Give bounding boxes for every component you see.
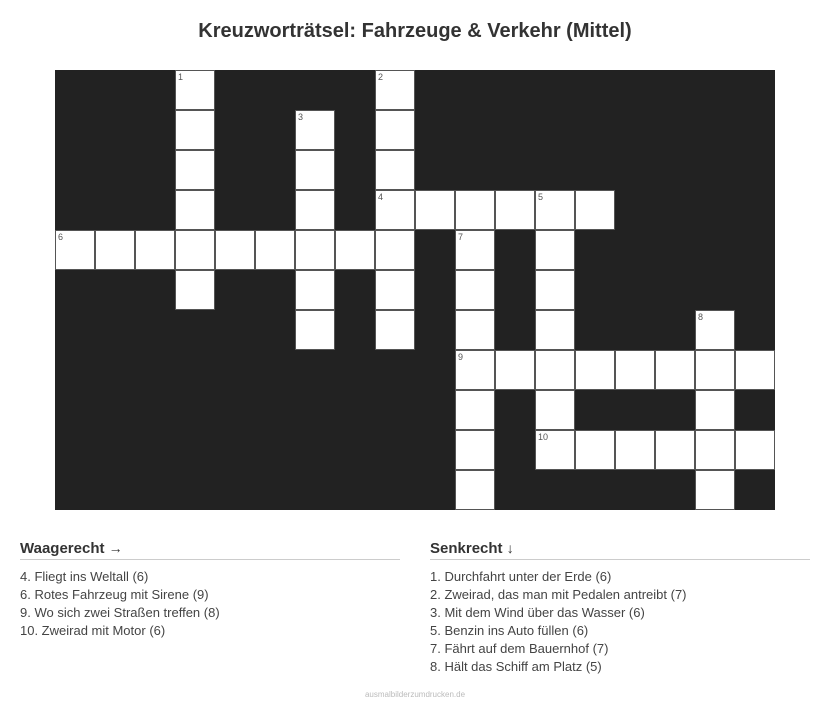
crossword-cell[interactable] xyxy=(375,150,415,190)
crossword-cell[interactable] xyxy=(575,430,615,470)
crossword-cell[interactable] xyxy=(255,230,295,270)
crossword-cell[interactable] xyxy=(695,350,735,390)
crossword-cell[interactable] xyxy=(535,430,575,470)
clue-number: 1 xyxy=(178,72,184,82)
down-clue-7: 7. Fährt auf dem Bauernhof (7) xyxy=(430,641,609,656)
down-clues xyxy=(430,540,810,676)
down-arrow-icon: ↓ xyxy=(506,540,514,556)
crossword-cell[interactable] xyxy=(295,230,335,270)
crossword-cell[interactable] xyxy=(135,230,175,270)
crossword-cell[interactable] xyxy=(175,270,215,310)
crossword-cell[interactable] xyxy=(175,190,215,230)
clue-number: 9 xyxy=(458,352,464,362)
across-clue-10: 10. Zweirad mit Motor (6) xyxy=(20,623,166,638)
crossword-cell[interactable] xyxy=(455,390,495,430)
crossword-cell[interactable] xyxy=(535,390,575,430)
crossword-cell[interactable] xyxy=(375,270,415,310)
crossword-cell[interactable] xyxy=(575,190,615,230)
crossword-cell[interactable] xyxy=(455,430,495,470)
crossword-cell[interactable] xyxy=(455,270,495,310)
crossword-cell[interactable] xyxy=(175,150,215,190)
crossword-cell[interactable] xyxy=(535,230,575,270)
clue-number: 3 xyxy=(298,112,304,122)
clue-number: 6 xyxy=(58,232,64,242)
crossword-cell[interactable] xyxy=(415,190,455,230)
crossword-cell[interactable] xyxy=(655,430,695,470)
down-clue-5: 5. Benzin ins Auto füllen (6) xyxy=(430,623,589,638)
crossword-cell[interactable] xyxy=(55,230,95,270)
crossword-grid xyxy=(55,70,775,510)
clue-number: 7 xyxy=(458,232,464,242)
crossword-cell[interactable] xyxy=(215,230,255,270)
across-clue-9: 9. Wo sich zwei Straßen treffen (8) xyxy=(20,605,220,620)
crossword-cell[interactable] xyxy=(695,430,735,470)
clue-number: 5 xyxy=(538,192,544,202)
crossword-cell[interactable] xyxy=(695,390,735,430)
across-clues xyxy=(20,540,400,640)
right-arrow-icon: → xyxy=(108,540,123,556)
crossword-cell[interactable] xyxy=(295,270,335,310)
clue-number: 2 xyxy=(378,72,384,82)
crossword-cell[interactable] xyxy=(615,430,655,470)
crossword-cell[interactable] xyxy=(335,230,375,270)
crossword-cell[interactable] xyxy=(375,310,415,350)
crossword-cell[interactable] xyxy=(455,470,495,510)
crossword-cell[interactable] xyxy=(455,350,495,390)
crossword-cell[interactable] xyxy=(615,350,655,390)
crossword-cell[interactable] xyxy=(455,230,495,270)
across-clue-4: 4. Fliegt ins Weltall (6) xyxy=(20,569,149,584)
clue-number: 4 xyxy=(378,192,384,202)
crossword-cell[interactable] xyxy=(455,190,495,230)
crossword-cell[interactable] xyxy=(375,110,415,150)
crossword-cell[interactable] xyxy=(295,310,335,350)
crossword-cell[interactable] xyxy=(295,110,335,150)
down-clue-3: 3. Mit dem Wind über das Wasser (6) xyxy=(430,605,645,620)
clue-number: 10 xyxy=(538,432,549,442)
crossword-cell[interactable] xyxy=(695,310,735,350)
crossword-cell[interactable] xyxy=(175,230,215,270)
crossword-cell[interactable] xyxy=(375,190,415,230)
crossword-cell[interactable] xyxy=(495,190,535,230)
down-clue-8: 8. Hält das Schiff am Platz (5) xyxy=(430,659,602,674)
across-heading xyxy=(20,540,400,560)
across-clue-6: 6. Rotes Fahrzeug mit Sirene (9) xyxy=(20,587,209,602)
crossword-cell[interactable] xyxy=(375,230,415,270)
crossword-cell[interactable] xyxy=(295,150,335,190)
crossword-cell[interactable] xyxy=(735,430,775,470)
crossword-cell[interactable] xyxy=(175,70,215,110)
crossword-cell[interactable] xyxy=(575,350,615,390)
across-heading-label: Waagerecht xyxy=(20,540,105,557)
clue-number: 8 xyxy=(698,312,704,322)
crossword-cell[interactable] xyxy=(535,190,575,230)
crossword-cell[interactable] xyxy=(695,470,735,510)
crossword-cell[interactable] xyxy=(375,70,415,110)
down-clue-2: 2. Zweirad, das man mit Pedalen antreibt (7) xyxy=(430,587,687,602)
crossword-cell[interactable] xyxy=(175,110,215,150)
crossword-cell[interactable] xyxy=(655,350,695,390)
crossword-cell[interactable] xyxy=(535,310,575,350)
down-clue-1: 1. Durchfahrt unter der Erde (6) xyxy=(430,569,612,584)
crossword-cell[interactable] xyxy=(735,350,775,390)
crossword-cell[interactable] xyxy=(535,350,575,390)
page-title: Kreuzworträtsel: Fahrzeuge & Verkehr (Mittel) xyxy=(198,20,632,42)
crossword-cell[interactable] xyxy=(495,350,535,390)
crossword-cell[interactable] xyxy=(95,230,135,270)
footer-credit: ausmalbilderzumdrucken.de xyxy=(364,690,466,699)
crossword-cell[interactable] xyxy=(455,310,495,350)
crossword-cell[interactable] xyxy=(535,270,575,310)
down-heading-label: Senkrecht xyxy=(430,540,503,557)
crossword-cell[interactable] xyxy=(295,190,335,230)
down-heading xyxy=(430,540,810,560)
